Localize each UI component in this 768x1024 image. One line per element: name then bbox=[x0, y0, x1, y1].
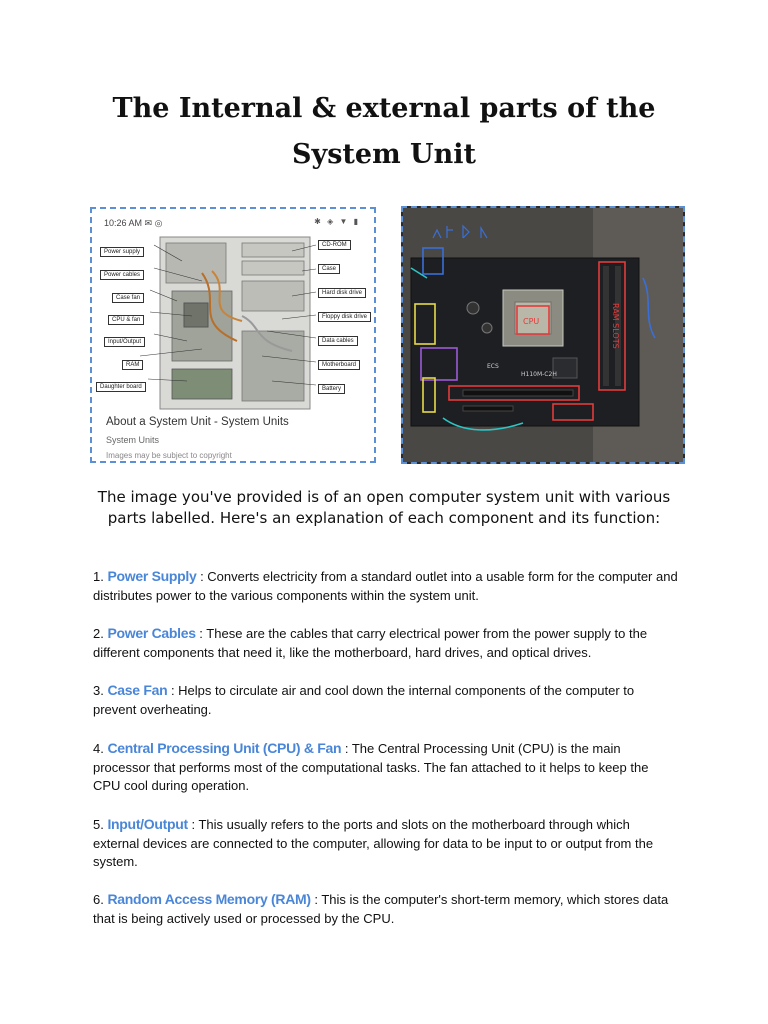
board-model-label: H110M-C2H bbox=[521, 371, 557, 378]
item-description: : The Central Processing Unit (CPU) is the main processor that performs most of the computational tasks. The fan attached to it helps to keep the CPU cool during operation. bbox=[93, 741, 649, 793]
ram-slots-annotation: RAM SLOTS bbox=[611, 303, 620, 349]
item-term: Input/Output bbox=[107, 816, 188, 832]
label-ram: RAM bbox=[122, 360, 143, 370]
item-number: 3. bbox=[93, 683, 104, 698]
item-number: 5. bbox=[93, 817, 104, 832]
list-item bbox=[93, 815, 678, 872]
label-case: Case bbox=[318, 264, 340, 274]
page-title bbox=[0, 86, 768, 178]
label-case-fan: Case fan bbox=[112, 293, 144, 303]
label-battery: Battery bbox=[318, 384, 345, 394]
item-number: 2. bbox=[93, 626, 104, 641]
list-item bbox=[93, 890, 678, 928]
label-daughter-board: Daughter board bbox=[96, 382, 146, 392]
label-motherboard: Motherboard bbox=[318, 360, 360, 370]
item-description: : Helps to circulate air and cool down the internal components of the computer to prevent overheating. bbox=[93, 683, 635, 717]
intro-paragraph: The image you've provided is of an open computer system unit with various parts labelled. Here's an explanation of each component and its function: bbox=[97, 488, 671, 527]
item-description: : This is the computer's short-term memory, which stores data that is being actively used or processed by the CPU. bbox=[93, 892, 669, 926]
item-term: Random Access Memory (RAM) bbox=[107, 891, 311, 907]
title-line-1: The Internal & external parts of the bbox=[112, 93, 656, 124]
item-description: : These are the cables that carry electrical power from the power supply to the different components that need it, like the motherboard, hard drives, and optical drives. bbox=[93, 626, 648, 660]
cpu-annotation: CPU bbox=[523, 317, 540, 326]
label-data-cables: Data cables bbox=[318, 336, 358, 346]
list-item bbox=[93, 567, 678, 605]
label-input-output: Input/Output bbox=[104, 337, 145, 347]
item-number: 1. bbox=[93, 569, 104, 584]
label-cpu-fan: CPU & fan bbox=[108, 315, 144, 325]
status-bar-icons: ✱ ◈ ▼ ▮ bbox=[314, 217, 360, 226]
item-description: : This usually refers to the ports and slots on the motherboard through which external devices are connected to the computer, allowing for data to be input to or output from the system. bbox=[93, 817, 654, 869]
board-brand-label: ECS bbox=[487, 363, 499, 370]
item-number: 4. bbox=[93, 741, 104, 756]
item-description: : Converts electricity from a standard outlet into a usable form for the computer and distributes power to the various components within the system unit. bbox=[93, 569, 678, 603]
copyright-note: Images may be subject to copyright bbox=[106, 451, 232, 460]
item-term: Case Fan bbox=[107, 682, 168, 698]
item-term: Power Cables bbox=[107, 625, 196, 641]
motherboard-illustration bbox=[403, 208, 683, 462]
item-term: Central Processing Unit (CPU) & Fan bbox=[107, 740, 342, 756]
notification-icons: ✉ ◎ bbox=[144, 218, 163, 228]
system-unit-photo bbox=[90, 207, 376, 463]
system-unit-illustration bbox=[92, 231, 374, 431]
status-time: 10:26 AM ✉ ◎ bbox=[104, 218, 163, 228]
list-item bbox=[93, 624, 678, 662]
motherboard-photo bbox=[401, 206, 685, 464]
list-item bbox=[93, 739, 678, 796]
label-cd-rom: CD-ROM bbox=[318, 240, 351, 250]
label-floppy-disk-drive: Floppy disk drive bbox=[318, 312, 371, 322]
image-caption-title: About a System Unit - System Units bbox=[106, 416, 289, 428]
image-caption-source: System Units bbox=[106, 435, 160, 445]
item-term: Power Supply bbox=[107, 568, 197, 584]
item-number: 6. bbox=[93, 892, 104, 907]
label-hard-disk-drive: Hard disk drive bbox=[318, 288, 366, 298]
label-power-supply: Power supply bbox=[100, 247, 144, 257]
title-line-2: System Unit bbox=[292, 139, 476, 170]
list-item bbox=[93, 681, 678, 719]
label-power-cables: Power cables bbox=[100, 270, 144, 280]
